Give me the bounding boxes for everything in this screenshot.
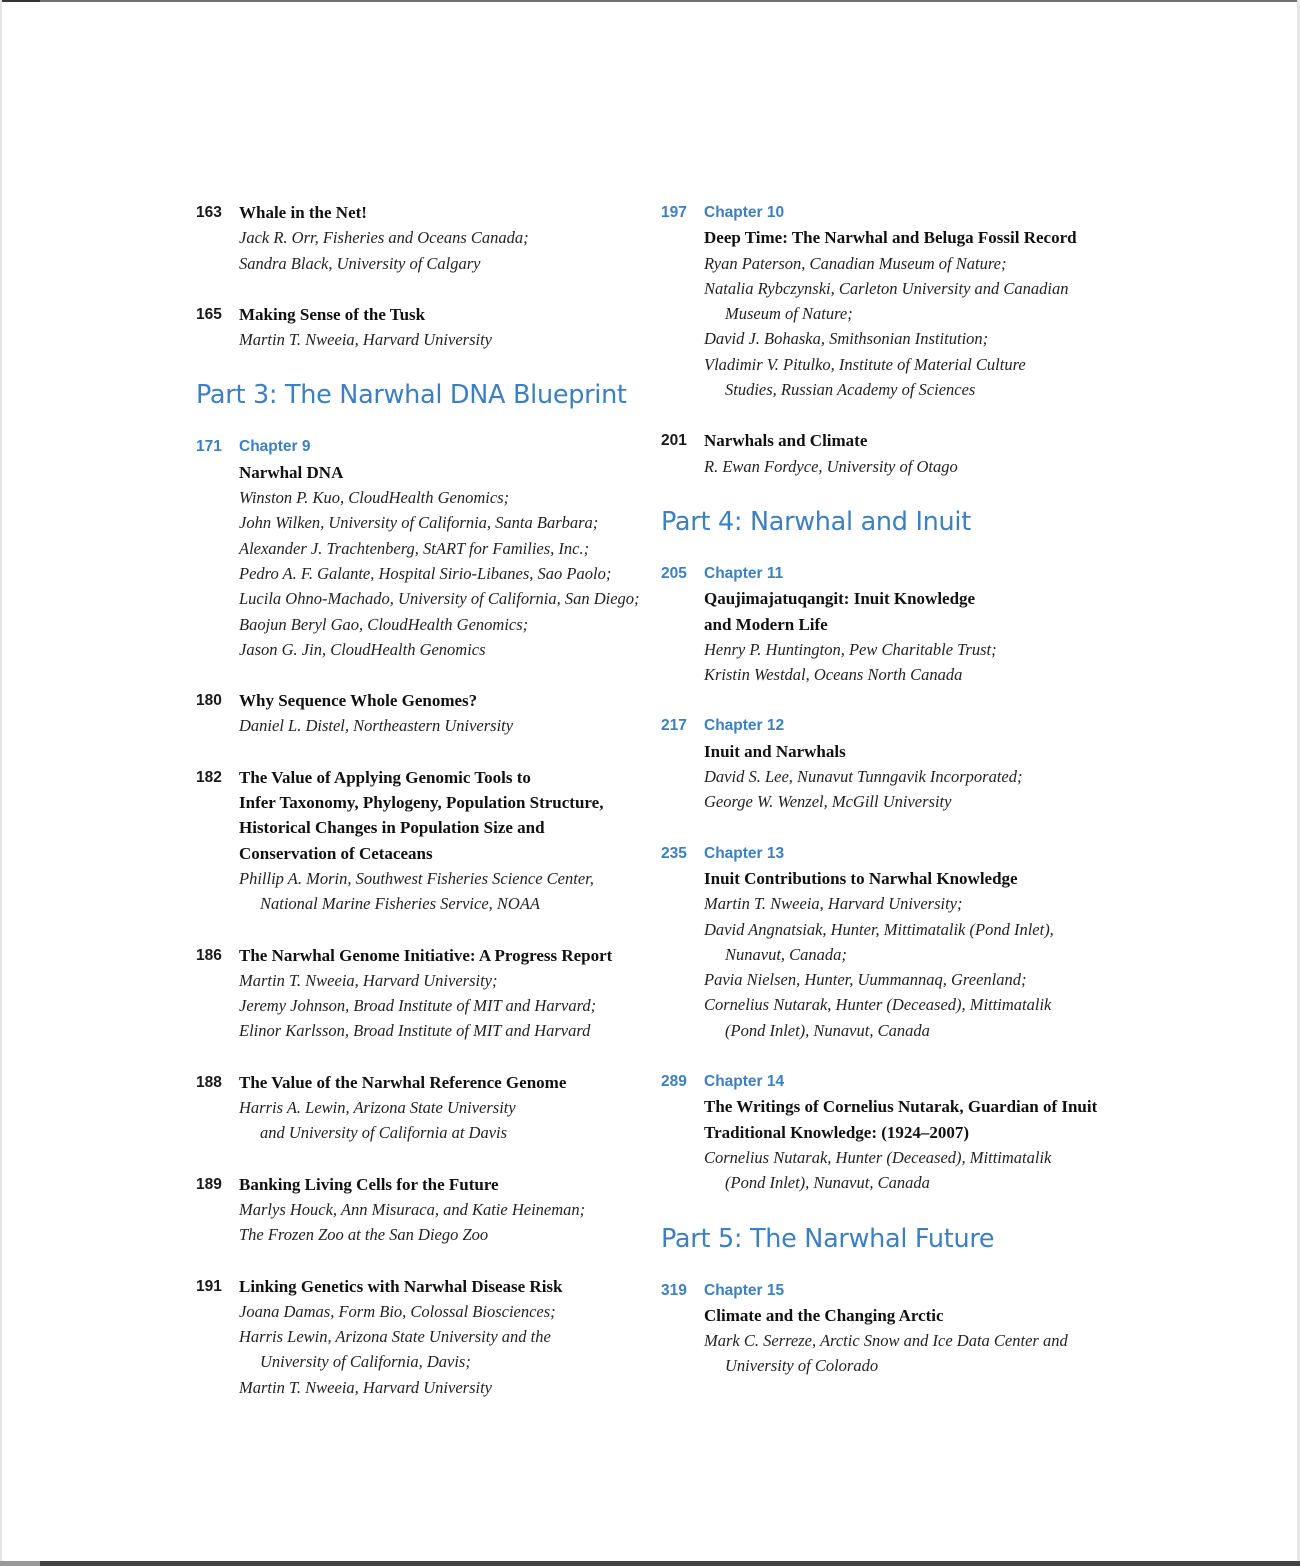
author-line: R. Ewan Fordyce, University of Otago <box>704 456 958 476</box>
author-line: Mark C. Serreze, Arctic Snow and Ice Data Center and <box>704 1331 1068 1351</box>
title-line: Whale in the Net! <box>239 203 367 222</box>
toc-entry-319[interactable] <box>661 1278 1111 1379</box>
entry-authors <box>239 1299 646 1400</box>
title-line: Inuit and Narwhals <box>704 741 846 761</box>
author-line: Alexander J. Trachtenberg, StART for Families, Inc.; <box>239 538 590 558</box>
title-line: Linking Genetics with Narwhal Disease Risk <box>239 1276 563 1296</box>
bottom-border <box>0 1561 1300 1566</box>
part-heading-part-4: Part 4: Narwhal and Inuit <box>661 506 971 537</box>
title-line: Conservation of Cetaceans <box>239 843 433 863</box>
toc-entry-186[interactable] <box>196 943 646 1044</box>
title-line: Why Sequence Whole Genomes? <box>239 691 478 711</box>
title-line: The Narwhal Genome Initiative: A Progress Report <box>239 945 613 965</box>
toc-right-column <box>661 200 1111 1405</box>
title-line: The Value of Applying Genomic Tools to <box>239 767 531 787</box>
page-number: 289 <box>661 1073 687 1091</box>
entry-title <box>704 225 1111 250</box>
entry-title <box>704 1303 1111 1328</box>
top-border <box>0 0 1300 2</box>
author-line: Martin T. Nweeia, Harvard University; <box>239 970 498 990</box>
author-line: Jason G. Jin, CloudHealth Genomics <box>239 639 486 659</box>
part-heading-part-5: Part 5: The Narwhal Future <box>661 1223 995 1254</box>
page-number: 186 <box>196 946 222 964</box>
page-number: 205 <box>661 564 687 582</box>
author-line: Baojun Beryl Gao, CloudHealth Genomics; <box>239 614 529 634</box>
entry-title <box>239 765 646 866</box>
author-line: University of California, Davis; <box>260 1352 471 1372</box>
author-line: Cornelius Nutarak, Hunter (Deceased), Mittimatalik <box>704 1147 1052 1167</box>
page-number: 217 <box>661 717 687 735</box>
author-line: National Marine Fisheries Service, NOAA <box>260 894 540 914</box>
author-line: Lucila Ohno-Machado, University of California, San Diego; <box>239 589 640 609</box>
author-line: and University of California at Davis <box>260 1123 508 1143</box>
chapter-label: Chapter 15 <box>704 1281 785 1299</box>
author-line: Phillip A. Morin, Southwest Fisheries Science Center, <box>239 868 594 888</box>
entry-title <box>704 428 1111 453</box>
author-line: David S. Lee, Nunavut Tunngavik Incorporated; <box>704 767 1023 787</box>
author-line: Studies, Russian Academy of Sciences <box>725 380 976 400</box>
author-line: Henry P. Huntington, Pew Charitable Trust; <box>704 639 997 659</box>
author-line: Vladimir V. Pitulko, Institute of Material Culture <box>704 354 1026 374</box>
page-number: 180 <box>196 692 222 710</box>
author-line: Martin T. Nweeia, Harvard University; <box>704 894 963 914</box>
entry-title <box>704 586 1111 637</box>
author-line: Martin T. Nweeia, Harvard University <box>239 1377 492 1397</box>
toc-entry-205[interactable] <box>661 561 1111 687</box>
author-line: Sandra Black, University of Calgary <box>239 253 481 273</box>
entry-title <box>239 1274 646 1299</box>
toc-entry-201[interactable] <box>661 428 1111 479</box>
author-line: University of Colorado <box>725 1356 879 1376</box>
toc-left-column <box>196 200 646 1426</box>
entry-authors <box>704 1145 1111 1196</box>
toc-entry-217[interactable] <box>661 713 1111 814</box>
toc-entry-163[interactable] <box>196 200 646 276</box>
title-line: Narwhals and Climate <box>704 431 868 451</box>
bottom-border-accent <box>0 1561 40 1566</box>
title-line: Deep Time: The Narwhal and Beluga Fossil Record <box>704 228 1077 248</box>
title-line: Climate and the Changing Arctic <box>704 1305 944 1325</box>
author-line: David Angnatsiak, Hunter, Mittimatalik (Pond Inlet), <box>704 919 1054 939</box>
toc-entry-180[interactable] <box>196 688 646 739</box>
page-number: 163 <box>196 204 222 221</box>
author-line: Harris A. Lewin, Arizona State University <box>239 1098 516 1118</box>
author-line: Kristin Westdal, Oceans North Canada <box>704 665 963 685</box>
toc-entry-189[interactable] <box>196 1172 646 1248</box>
entry-title <box>239 1070 646 1095</box>
entry-title <box>239 302 646 327</box>
entry-authors <box>239 327 646 352</box>
author-line: Daniel L. Distel, Northeastern University <box>239 716 514 736</box>
toc-entry-165[interactable] <box>196 302 646 353</box>
page-number: 235 <box>661 844 687 862</box>
page-edge-left <box>0 0 2 1566</box>
author-line: Martin T. Nweeia, Harvard University <box>239 330 492 350</box>
author-line: Cornelius Nutarak, Hunter (Deceased), Mittimatalik <box>704 995 1052 1015</box>
entry-title <box>704 866 1111 891</box>
author-line: George W. Wenzel, McGill University <box>704 792 952 812</box>
chapter-label: Chapter 13 <box>704 844 785 862</box>
entry-title <box>239 943 646 968</box>
toc-entry-197[interactable] <box>661 200 1111 402</box>
page-number: 165 <box>196 305 222 323</box>
title-line: Historical Changes in Population Size and <box>239 818 545 838</box>
title-line: The Value of the Narwhal Reference Genome <box>239 1072 567 1092</box>
entry-authors <box>239 713 646 738</box>
entry-authors <box>704 454 1111 479</box>
toc-entry-171[interactable] <box>196 434 646 662</box>
chapter-label: Chapter 14 <box>704 1073 785 1091</box>
author-line: Elinor Karlsson, Broad Institute of MIT and Harvard <box>239 1021 591 1041</box>
title-line: Inuit Contributions to Narwhal Knowledge <box>704 868 1018 888</box>
page-number: 191 <box>196 1277 222 1295</box>
page-number: 197 <box>661 204 687 221</box>
entry-authors <box>704 251 1111 403</box>
toc-entry-188[interactable] <box>196 1070 646 1146</box>
entry-authors <box>239 968 646 1044</box>
author-line: Winston P. Kuo, CloudHealth Genomics; <box>239 488 510 508</box>
page-number: 182 <box>196 768 222 786</box>
chapter-label: Chapter 12 <box>704 717 785 735</box>
author-line: (Pond Inlet), Nunavut, Canada <box>725 1020 930 1040</box>
author-line: (Pond Inlet), Nunavut, Canada <box>725 1173 930 1193</box>
page-number: 201 <box>661 432 687 450</box>
page-number: 189 <box>196 1175 222 1193</box>
chapter-label: Chapter 10 <box>704 204 785 221</box>
title-line: Qaujimajatuqangit: Inuit Knowledge <box>704 589 976 609</box>
entry-authors <box>239 1095 646 1146</box>
chapter-label: Chapter 11 <box>704 564 784 582</box>
title-line: and Modern Life <box>704 614 828 634</box>
entry-authors <box>704 637 1111 688</box>
title-line: Banking Living Cells for the Future <box>239 1174 499 1194</box>
entry-title <box>239 200 646 225</box>
author-line: Pavia Nielsen, Hunter, Uummannaq, Greenland; <box>704 970 1027 990</box>
author-line: Museum of Nature; <box>725 304 853 324</box>
entry-title <box>239 460 646 485</box>
title-line: Infer Taxonomy, Phylogeny, Population Structure, <box>239 793 604 813</box>
author-line: Joana Damas, Form Bio, Colossal Biosciences; <box>239 1301 556 1321</box>
entry-authors <box>704 764 1111 815</box>
top-border-accent <box>0 0 40 2</box>
toc-entry-182[interactable] <box>196 765 646 917</box>
toc-entry-289[interactable] <box>661 1069 1111 1195</box>
title-line: Traditional Knowledge: (1924–2007) <box>704 1122 970 1142</box>
entry-title <box>239 1172 646 1197</box>
page-number: 188 <box>196 1073 222 1091</box>
entry-authors <box>704 891 1111 1043</box>
author-line: Natalia Rybczynski, Carleton University and Canadian <box>704 278 1069 298</box>
entry-authors <box>704 1328 1111 1379</box>
chapter-label: Chapter 9 <box>239 438 311 456</box>
entry-title <box>704 1094 1111 1145</box>
page-number: 171 <box>196 438 222 456</box>
entry-authors <box>239 485 646 662</box>
author-line: Harris Lewin, Arizona State University and the <box>239 1327 551 1347</box>
entry-authors <box>239 1197 646 1248</box>
title-line: Narwhal DNA <box>239 462 344 482</box>
author-line: Jack R. Orr, Fisheries and Oceans Canada; <box>239 228 529 248</box>
entry-authors <box>239 866 646 917</box>
author-line: Pedro A. F. Galante, Hospital Sirio-Libanes, Sao Paolo; <box>239 563 612 583</box>
author-line: Nunavut, Canada; <box>725 944 847 964</box>
title-line: Making Sense of the Tusk <box>239 304 426 324</box>
toc-entry-191[interactable] <box>196 1274 646 1400</box>
author-line: Jeremy Johnson, Broad Institute of MIT and Harvard; <box>239 996 597 1016</box>
author-line: Marlys Houck, Ann Misuraca, and Katie Heineman; <box>239 1199 586 1219</box>
entry-title <box>239 688 646 713</box>
author-line: The Frozen Zoo at the San Diego Zoo <box>239 1225 489 1245</box>
page-number: 319 <box>661 1281 687 1299</box>
author-line: Ryan Paterson, Canadian Museum of Nature; <box>704 253 1007 273</box>
entry-authors <box>239 225 646 276</box>
author-line: John Wilken, University of California, Santa Barbara; <box>239 513 599 533</box>
title-line: The Writings of Cornelius Nutarak, Guardian of Inuit <box>704 1097 1098 1117</box>
toc-entry-235[interactable] <box>661 841 1111 1043</box>
part-heading-part-3: Part 3: The Narwhal DNA Blueprint <box>196 380 627 411</box>
author-line: David J. Bohaska, Smithsonian Institution; <box>704 329 989 349</box>
entry-title <box>704 739 1111 764</box>
